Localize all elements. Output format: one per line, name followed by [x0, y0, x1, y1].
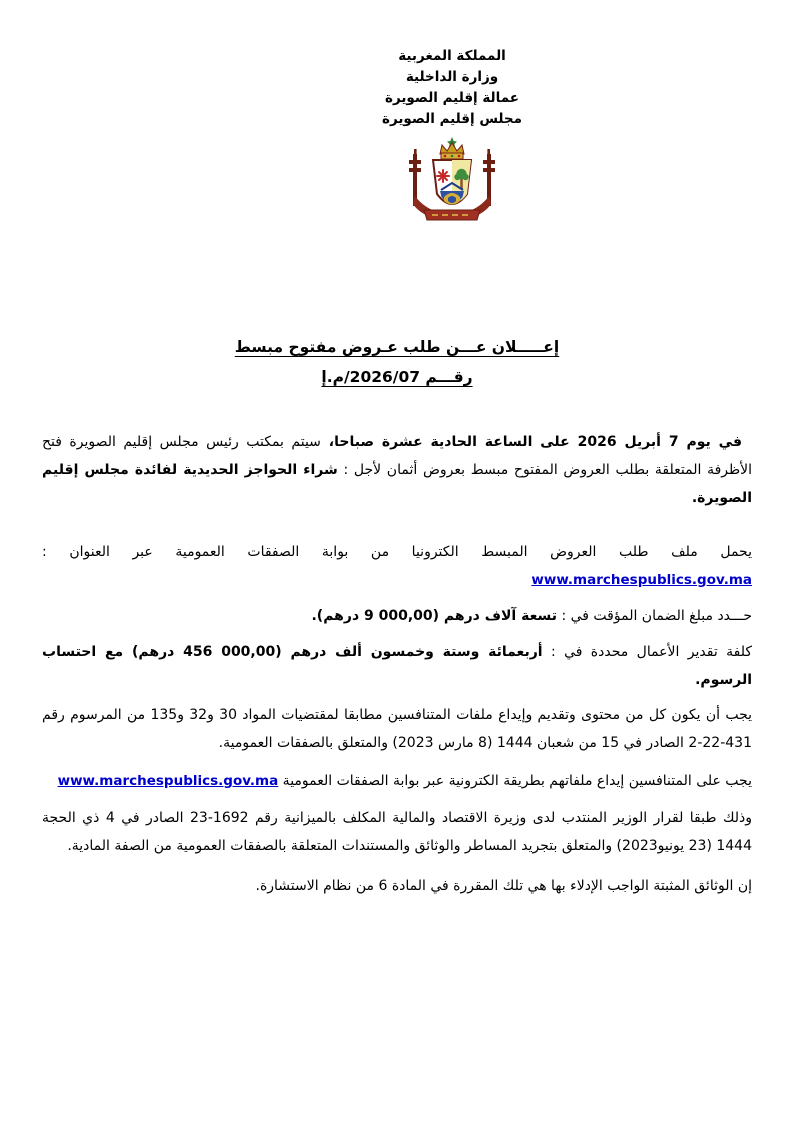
paragraph-2: [42, 538, 752, 594]
marchespublics-link[interactable]: www.marchespublics.gov.ma: [531, 572, 752, 588]
bold-text-run: في يوم 7 أبريل 2026 على الساعة الحادية عشرة صباحا،: [320, 434, 743, 450]
issuer-header-line: عمالة إقليم الصويرة: [385, 90, 519, 106]
text-run: يحمل ملف طلب العروض المبسط الكترونيا من بوابة الصفقات العمومية عبر العنوان :: [42, 544, 752, 560]
issuer-header: [382, 46, 522, 130]
coat-of-arms-icon: [404, 134, 500, 222]
issuer-header-line: مجلس إقليم الصويرة: [381, 111, 523, 127]
paragraph-5: [42, 701, 752, 757]
text-run: يجب على المتنافسين إيداع ملفاتهم بطريقة الكترونية عبر بوابة الصفقات العمومية: [278, 773, 752, 789]
tender-title: إعـــــلان عـــن طلب عـروض مفتوح مبسط: [234, 338, 560, 356]
paragraph-1: [42, 428, 752, 512]
text-run: كلفة تقدير الأعمال محددة في :: [542, 644, 753, 660]
paragraph-4: [42, 638, 752, 694]
emblem-container: [404, 134, 500, 226]
text-run: وذلك طبقا لقرار الوزير المنتدب لدى وزيرة الاقتصاد والمالية المكلف بالميزانية رقم 1692-23 الصادر في 4 ذي الحجة 1444 (23 يونيو2023) والمتعلق بتجريد المساطر والوثائق والمستندات المتعلقة بالصفقات العمومية من الصفة المادية.: [42, 810, 753, 854]
tender-title-block: [0, 332, 794, 392]
issuer-header-line: المملكة المغربية: [398, 48, 506, 64]
text-run: سيتم بمكتب رئيس مجلس إقليم الصويرة فتح الأظرفة المتعلقة بطلب العروض المفتوح مبسط بعروض أثمان لأجل :: [42, 434, 753, 478]
bold-text-run: أربعمائة وستة وخمسون ألف درهم (⁦456 000,00⁩ درهم) مع احتساب الرسوم.: [42, 644, 752, 688]
tender-number: رقـــم 2026/07/م.إ: [321, 368, 473, 386]
text-run: حـــدد مبلغ الضمان المؤقت في :: [557, 608, 752, 624]
paragraph-8: [42, 872, 752, 900]
text-run: يجب أن يكون كل من محتوى وتقديم وإيداع ملفات المتنافسين مطابقا لمقتضيات المواد 30 و32 و135 من المرسوم رقم 431-22-2 الصادر في 15 من شعبان 1444 (8 مارس 2023) والمتعلق بالصفقات العمومية.: [42, 707, 753, 751]
document-body: [42, 428, 752, 900]
paragraph-7: [42, 804, 752, 860]
paragraph-3: [42, 602, 752, 630]
paragraph-6: [42, 767, 752, 795]
bold-text-run: شراء الحواجز الحديدية لفائدة مجلس إقليم الصويرة.: [42, 462, 752, 506]
issuer-header-line: وزارة الداخلية: [405, 69, 499, 85]
text-run: إن الوثائق المثبتة الواجب الإدلاء بها هي تلك المقررة في المادة 6 من نظام الاستشارة.: [255, 878, 752, 894]
marchespublics-link[interactable]: www.marchespublics.gov.ma: [57, 773, 279, 789]
bold-text-run: تسعة آلاف درهم (⁦9 000,00⁩ درهم).: [311, 608, 557, 624]
